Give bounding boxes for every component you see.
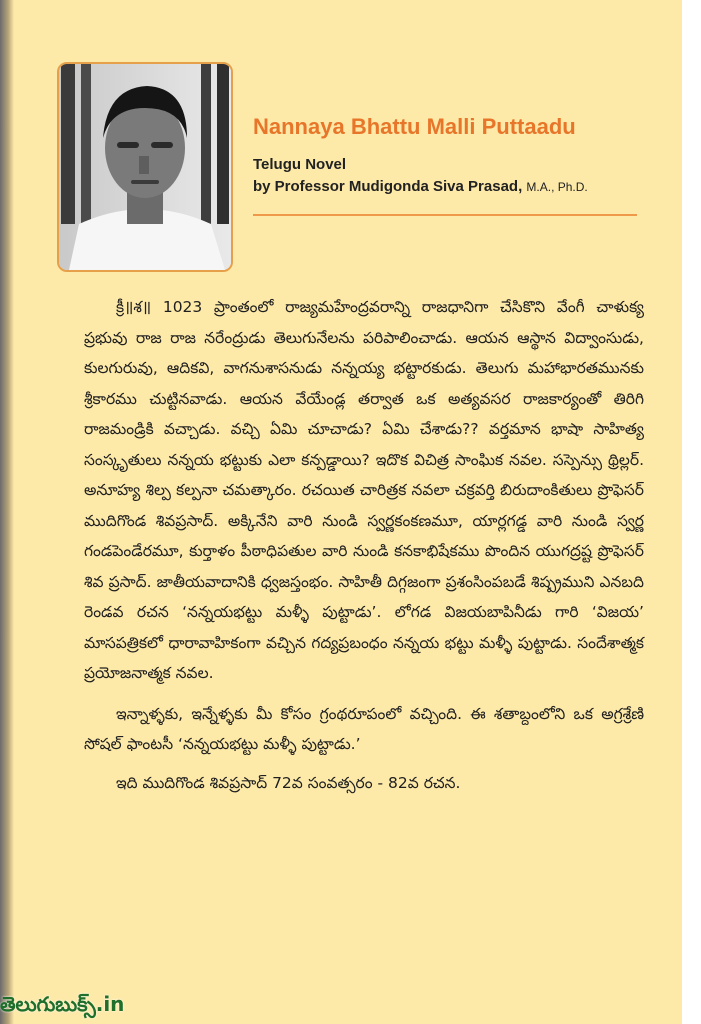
- spine-shadow: [0, 0, 14, 1024]
- blurb-paragraph-2: ఇన్నాళ్ళకు, ఇన్నేళ్ళకు మీ కోసం గ్రంథరూపంలో వచ్చింది. ఈ శతాబ్దంలోని ఒక అగ్రశ్రేణి సోషల్ ఫాంటసీ ‘నన్నయభట్టు మళ్ళీ పుట్టాడు.’: [84, 704, 644, 753]
- title-divider: [253, 214, 637, 216]
- author-byline: [253, 178, 588, 195]
- author-portrait-icon: [59, 64, 231, 270]
- book-genre: Telugu Novel: [253, 156, 347, 173]
- blurb-paragraph-1: క్రీ॥శ॥ 1023 ప్రాంతంలో రాజ్యమహేంద్రవరాన్ని రాజధానిగా చేసికొని వేంగీ చాళుక్య ప్రభువు రాజ రాజ నరేంద్రుడు తెలుగునేలను పరిపాలించాడు. ఆయన ఆస్థాన విద్వాంసుడు, కులగురువు, ఆదికవి, వాగనుశాసనుడు నన్నయ్య భట్టారకుడు. తెలుగు మహాభారతమునకు శ్రీకారము చుట్టినవాడు. ఆయన వేయేండ్ల తర్వాత ఒక అత్యవసర రాజకార్యంతో తిరిగి రాజమండ్రికి వచ్చాడు. వచ్చి ఏమి చూచాడు? ఏమి చేశాడు?? వర్తమాన భాషా సాహిత్య సంస్కృతులు నన్నయ భట్టుకు ఎలా కన్పడ్డాయి? ఇదొక విచిత్ర సాంఘిక నవల. సస్పెన్సు థ్రిల్లర్. అనూహ్య శిల్ప కల్పనా చమత్కారం. రచయిత చారిత్రక నవలా చక్రవర్తి బిరుదాంకితులు ప్రొఫెసర్ ముదిగొండ శివప్రసాద్. అక్కినేని వారి నుండి స్వర్ణకంకణమూ, యార్లగడ్డ వారి నుండి స్వర్ణ గండపెండేరమూ, కుర్తాళం పీఠాధిపతుల వారి నుండి కనకాభిషేకము పొందిన యుగద్రష్ట ప్రొఫెసర్ శివ ప్రసాద్. జాతీయవాదానికి ధ్వజస్తంభం. సాహితీ దిగ్గజంగా ప్రశంసింపబడే శిష్ప్రముని ఎనబది రెండవ రచన ‘నన్నయభట్టు మళ్ళీ పుట్టాడు’. లోగడ విజయబాపినీడు గారి ‘విజయ’ మాసపత్రికలో ధారావాహికంగా వచ్చిన గద్యప్రబంధం నన్నయ భట్టు మళ్ళీ పుట్టాడు. సందేశాత్మక ప్రయోజనాత్మక నవల.: [84, 298, 644, 682]
- author-degrees: M.A., Ph.D.: [526, 180, 588, 194]
- author-photo: [57, 62, 233, 272]
- book-title: Nannaya Bhattu Malli Puttaadu: [253, 114, 576, 139]
- site-watermark: తెలుగుబుక్స్.in: [0, 992, 125, 1016]
- author-name: by Professor Mudigonda Siva Prasad,: [253, 178, 523, 195]
- blurb-paragraph-3: ఇది ముదిగొండ శివప్రసాద్ 72వ సంవత్సరం - 82వ రచన.: [116, 773, 461, 792]
- blurb: [84, 292, 644, 798]
